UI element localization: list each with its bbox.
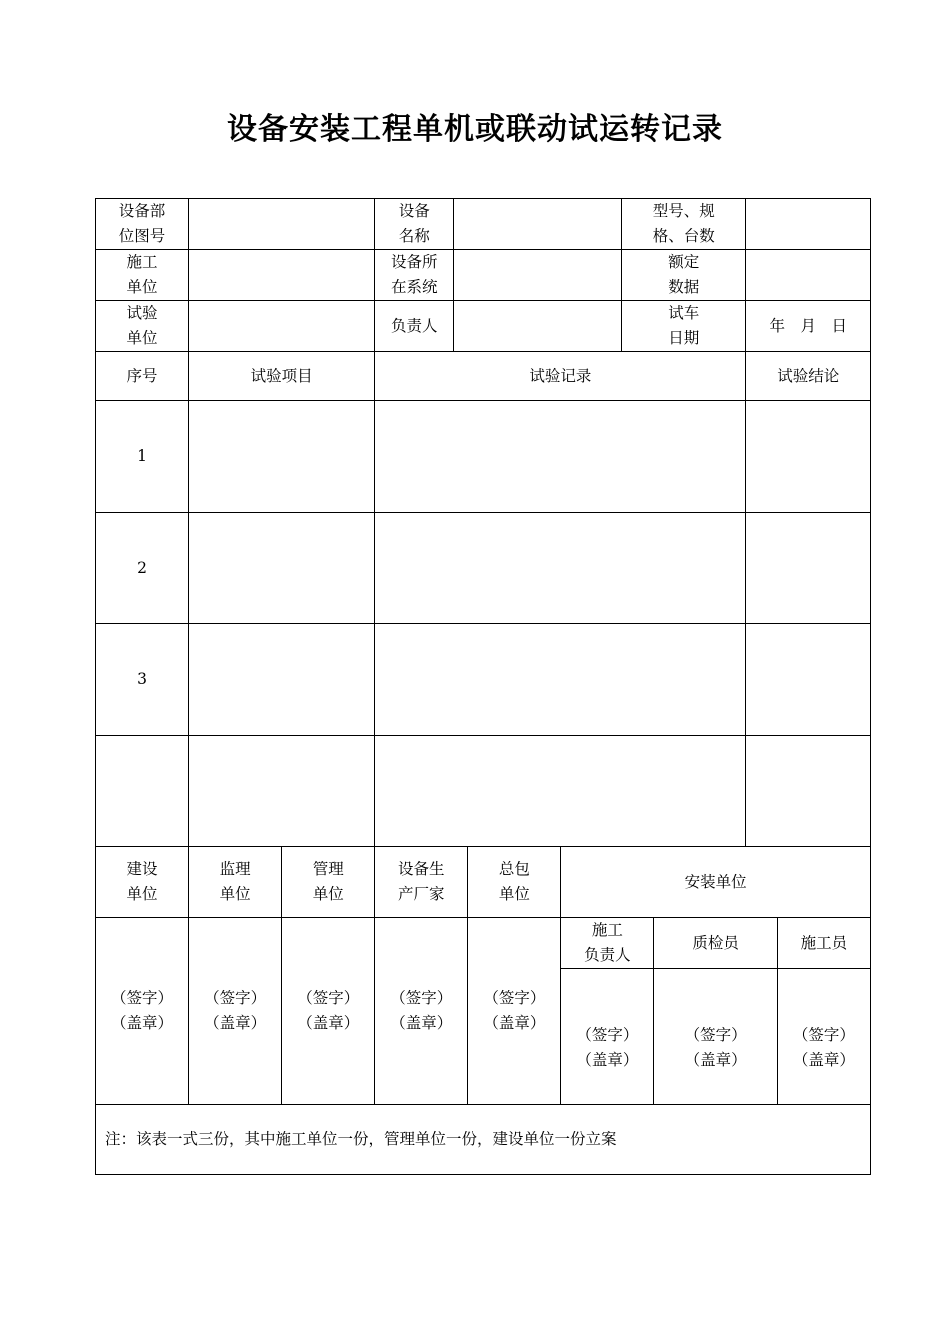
manufacturer-signature-cell[interactable]: （签字） （盖章） bbox=[375, 918, 468, 1105]
label-installation-unit: 安装单位 bbox=[561, 847, 871, 918]
signoff-role-row bbox=[96, 918, 871, 969]
table-row bbox=[96, 513, 871, 624]
test-item-cell[interactable] bbox=[189, 513, 375, 624]
construction-lead-signature-cell[interactable]: （签字） （盖章） bbox=[561, 969, 654, 1105]
label-constructor: 施工员 bbox=[777, 918, 870, 969]
label-rated-data: 额定 数据 bbox=[622, 250, 746, 301]
label-management-unit: 管理 单位 bbox=[282, 847, 375, 918]
document-title: 设备安装工程单机或联动试运转记录 bbox=[227, 112, 723, 147]
label-owner-unit: 建设 单位 bbox=[96, 847, 189, 918]
label-equipment-name: 设备 名称 bbox=[375, 199, 454, 250]
col-header-test-record: 试验记录 bbox=[375, 352, 746, 401]
column-header-row bbox=[96, 352, 871, 401]
row-number: 2 bbox=[96, 513, 189, 624]
test-record-cell[interactable] bbox=[375, 401, 746, 513]
test-conclusion-cell[interactable] bbox=[746, 736, 871, 847]
label-general-contractor: 总包 单位 bbox=[468, 847, 561, 918]
test-record-cell[interactable] bbox=[375, 736, 746, 847]
col-header-no: 序号 bbox=[96, 352, 189, 401]
field-test-date[interactable]: 年 月 日 bbox=[746, 301, 871, 352]
header-row-3 bbox=[96, 301, 871, 352]
label-equipment-drawing-no: 设备部 位图号 bbox=[96, 199, 189, 250]
quality-inspector-signature-cell[interactable]: （签字） （盖章） bbox=[654, 969, 777, 1105]
header-row-1 bbox=[96, 199, 871, 250]
field-test-unit[interactable] bbox=[189, 301, 375, 352]
table-row bbox=[96, 401, 871, 513]
signoff-header-row bbox=[96, 847, 871, 918]
label-manufacturer: 设备生 产厂家 bbox=[375, 847, 468, 918]
label-quality-inspector: 质检员 bbox=[654, 918, 777, 969]
field-equipment-name[interactable] bbox=[454, 199, 622, 250]
table-row bbox=[96, 736, 871, 847]
field-responsible-person[interactable] bbox=[454, 301, 622, 352]
field-model-spec-count[interactable] bbox=[746, 199, 871, 250]
label-supervision-unit: 监理 单位 bbox=[189, 847, 282, 918]
management-signature-cell[interactable]: （签字） （盖章） bbox=[282, 918, 375, 1105]
footnote: 注：该表一式三份，其中施工单位一份，管理单位一份，建设单位一份立案 bbox=[96, 1105, 871, 1175]
test-run-record-table bbox=[95, 198, 871, 1175]
row-number: 3 bbox=[96, 624, 189, 736]
label-construction-unit: 施工 单位 bbox=[96, 250, 189, 301]
col-header-test-item: 试验项目 bbox=[189, 352, 375, 401]
test-item-cell[interactable] bbox=[189, 401, 375, 513]
label-responsible-person: 负责人 bbox=[375, 301, 454, 352]
table-row bbox=[96, 624, 871, 736]
constructor-signature-cell[interactable]: （签字） （盖章） bbox=[777, 969, 870, 1105]
row-number bbox=[96, 736, 189, 847]
test-record-cell[interactable] bbox=[375, 513, 746, 624]
test-item-cell[interactable] bbox=[189, 736, 375, 847]
test-record-cell[interactable] bbox=[375, 624, 746, 736]
test-item-cell[interactable] bbox=[189, 624, 375, 736]
test-conclusion-cell[interactable] bbox=[746, 513, 871, 624]
label-test-date: 试车 日期 bbox=[622, 301, 746, 352]
label-model-spec-count: 型号、规 格、台数 bbox=[622, 199, 746, 250]
label-construction-lead: 施工 负责人 bbox=[561, 918, 654, 969]
field-construction-unit[interactable] bbox=[189, 250, 375, 301]
col-header-test-conclusion: 试验结论 bbox=[746, 352, 871, 401]
field-equipment-system[interactable] bbox=[454, 250, 622, 301]
label-equipment-system: 设备所 在系统 bbox=[375, 250, 454, 301]
test-conclusion-cell[interactable] bbox=[746, 401, 871, 513]
note-row bbox=[96, 1105, 871, 1175]
field-equipment-drawing-no[interactable] bbox=[189, 199, 375, 250]
header-row-2 bbox=[96, 250, 871, 301]
owner-signature-cell[interactable]: （签字） （盖章） bbox=[96, 918, 189, 1105]
contractor-signature-cell[interactable]: （签字） （盖章） bbox=[468, 918, 561, 1105]
field-rated-data[interactable] bbox=[746, 250, 871, 301]
test-conclusion-cell[interactable] bbox=[746, 624, 871, 736]
label-test-unit: 试验 单位 bbox=[96, 301, 189, 352]
row-number: 1 bbox=[96, 401, 189, 513]
supervision-signature-cell[interactable]: （签字） （盖章） bbox=[189, 918, 282, 1105]
